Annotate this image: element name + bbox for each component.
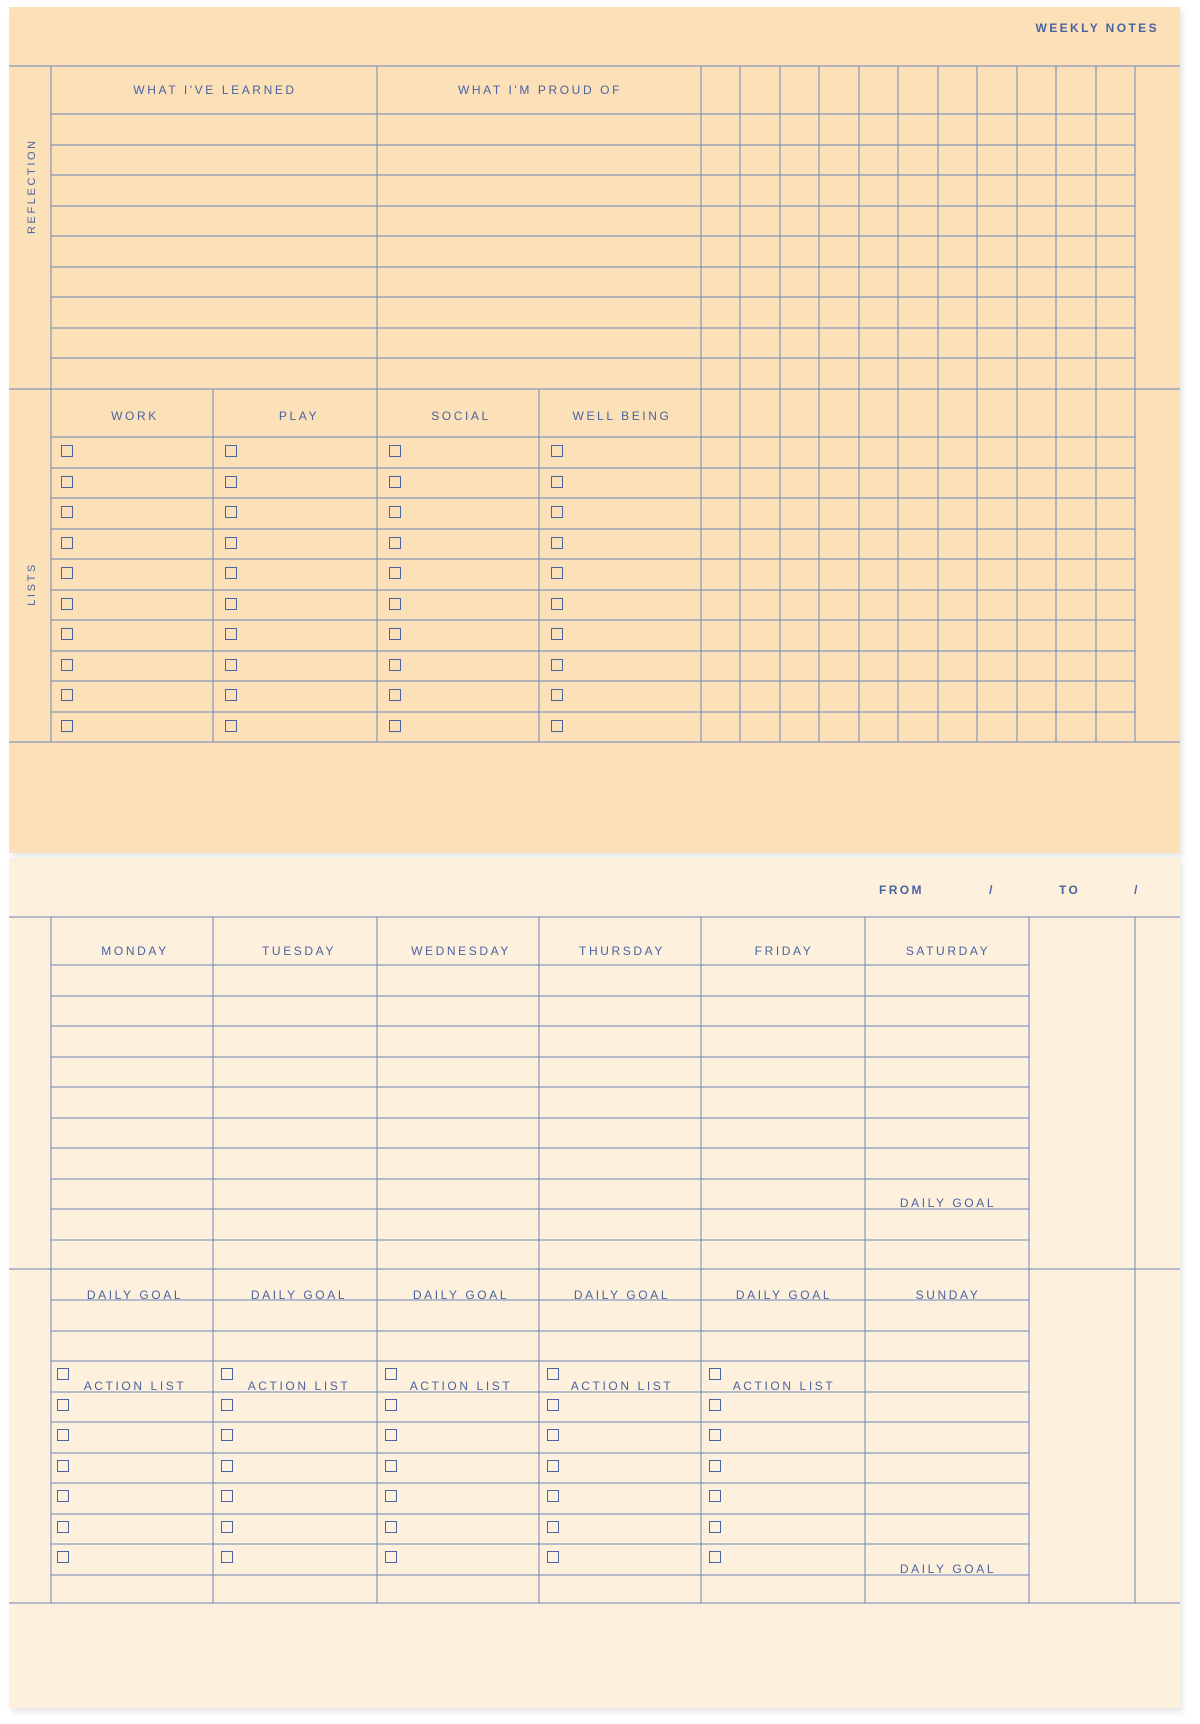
list-checkbox[interactable]: [61, 628, 73, 640]
from-date-separator: /: [989, 883, 995, 897]
list-checkbox[interactable]: [389, 567, 401, 579]
sheet-title: WEEKLY NOTES: [1035, 21, 1159, 35]
action-checkbox[interactable]: [709, 1399, 721, 1411]
day-header-friday: FRIDAY: [754, 944, 814, 958]
weekly-notes-sheet: [9, 7, 1180, 853]
list-checkbox[interactable]: [225, 567, 237, 579]
list-checkbox[interactable]: [225, 506, 237, 518]
list-checkbox[interactable]: [551, 506, 563, 518]
action-checkbox[interactable]: [221, 1490, 233, 1502]
day-header-thursday: THURSDAY: [579, 944, 665, 958]
wednesday-daily-goal: DAILY GOAL: [412, 1288, 510, 1302]
action-checkbox[interactable]: [385, 1521, 397, 1533]
list-checkbox[interactable]: [551, 689, 563, 701]
list-checkbox[interactable]: [61, 537, 73, 549]
list-checkbox[interactable]: [225, 445, 237, 457]
column-header-well-being: WELL BEING: [572, 409, 672, 423]
list-checkbox[interactable]: [61, 567, 73, 579]
list-checkbox[interactable]: [551, 445, 563, 457]
list-checkbox[interactable]: [389, 598, 401, 610]
monday-daily-goal: DAILY GOAL: [86, 1288, 184, 1302]
action-checkbox[interactable]: [57, 1399, 69, 1411]
list-checkbox[interactable]: [389, 628, 401, 640]
day-header-sunday: SUNDAY: [915, 1288, 981, 1302]
action-checkbox[interactable]: [57, 1521, 69, 1533]
list-checkbox[interactable]: [551, 659, 563, 671]
thursday-action-list: ACTION LIST: [570, 1379, 674, 1393]
list-checkbox[interactable]: [61, 720, 73, 732]
action-checkbox[interactable]: [709, 1551, 721, 1563]
action-checkbox[interactable]: [385, 1490, 397, 1502]
list-checkbox[interactable]: [551, 720, 563, 732]
list-checkbox[interactable]: [551, 537, 563, 549]
action-checkbox[interactable]: [547, 1551, 559, 1563]
to-label: TO: [1059, 883, 1081, 897]
list-checkbox[interactable]: [389, 720, 401, 732]
list-checkbox[interactable]: [389, 659, 401, 671]
list-checkbox[interactable]: [225, 476, 237, 488]
friday-daily-goal: DAILY GOAL: [735, 1288, 833, 1302]
action-checkbox[interactable]: [547, 1460, 559, 1472]
action-checkbox[interactable]: [547, 1368, 559, 1380]
action-checkbox[interactable]: [57, 1490, 69, 1502]
sunday-daily-goal: DAILY GOAL: [899, 1562, 997, 1576]
list-checkbox[interactable]: [225, 659, 237, 671]
thursday-daily-goal: DAILY GOAL: [573, 1288, 671, 1302]
list-checkbox[interactable]: [389, 506, 401, 518]
action-checkbox[interactable]: [385, 1368, 397, 1380]
monday-action-list: ACTION LIST: [83, 1379, 187, 1393]
action-checkbox[interactable]: [221, 1368, 233, 1380]
action-checkbox[interactable]: [221, 1460, 233, 1472]
section-label-lists: LISTS: [26, 562, 38, 606]
action-checkbox[interactable]: [709, 1368, 721, 1380]
action-checkbox[interactable]: [709, 1429, 721, 1441]
list-checkbox[interactable]: [61, 476, 73, 488]
list-checkbox[interactable]: [61, 659, 73, 671]
column-header-work: WORK: [111, 409, 159, 423]
action-checkbox[interactable]: [547, 1490, 559, 1502]
from-label: FROM: [879, 883, 924, 897]
wednesday-action-list: ACTION LIST: [409, 1379, 513, 1393]
list-checkbox[interactable]: [389, 476, 401, 488]
list-checkbox[interactable]: [225, 628, 237, 640]
action-checkbox[interactable]: [385, 1460, 397, 1472]
tuesday-daily-goal: DAILY GOAL: [250, 1288, 348, 1302]
action-checkbox[interactable]: [385, 1399, 397, 1411]
action-checkbox[interactable]: [221, 1551, 233, 1563]
section-label-reflection: REFLECTION: [26, 138, 38, 234]
list-checkbox[interactable]: [225, 598, 237, 610]
list-checkbox[interactable]: [225, 537, 237, 549]
day-header-saturday: SATURDAY: [905, 944, 991, 958]
action-checkbox[interactable]: [221, 1521, 233, 1533]
list-checkbox[interactable]: [551, 598, 563, 610]
list-checkbox[interactable]: [389, 689, 401, 701]
action-checkbox[interactable]: [57, 1368, 69, 1380]
tuesday-action-list: ACTION LIST: [247, 1379, 351, 1393]
action-checkbox[interactable]: [709, 1460, 721, 1472]
list-checkbox[interactable]: [389, 445, 401, 457]
list-checkbox[interactable]: [225, 689, 237, 701]
top-sheet-rules: [9, 7, 1180, 853]
list-checkbox[interactable]: [61, 689, 73, 701]
column-header-social: SOCIAL: [431, 409, 491, 423]
weekly-planner-sheet: [9, 858, 1180, 1708]
friday-action-list: ACTION LIST: [732, 1379, 836, 1393]
action-checkbox[interactable]: [221, 1429, 233, 1441]
saturday-daily-goal: DAILY GOAL: [899, 1196, 997, 1210]
list-checkbox[interactable]: [551, 628, 563, 640]
bottom-sheet-rules: [9, 858, 1180, 1708]
to-date-separator: /: [1134, 883, 1140, 897]
list-checkbox[interactable]: [61, 506, 73, 518]
action-checkbox[interactable]: [221, 1399, 233, 1411]
action-checkbox[interactable]: [709, 1521, 721, 1533]
action-checkbox[interactable]: [709, 1490, 721, 1502]
day-header-tuesday: TUESDAY: [262, 944, 336, 958]
action-checkbox[interactable]: [57, 1429, 69, 1441]
list-checkbox[interactable]: [389, 537, 401, 549]
column-header-learned: WHAT I'VE LEARNED: [133, 83, 297, 97]
action-checkbox[interactable]: [547, 1521, 559, 1533]
list-checkbox[interactable]: [225, 720, 237, 732]
list-checkbox[interactable]: [551, 476, 563, 488]
action-checkbox[interactable]: [547, 1399, 559, 1411]
day-header-wednesday: WEDNESDAY: [411, 944, 511, 958]
day-header-monday: MONDAY: [101, 944, 169, 958]
action-checkbox[interactable]: [385, 1551, 397, 1563]
list-checkbox[interactable]: [551, 567, 563, 579]
action-checkbox[interactable]: [547, 1429, 559, 1441]
column-header-play: PLAY: [278, 409, 320, 423]
action-checkbox[interactable]: [57, 1460, 69, 1472]
action-checkbox[interactable]: [57, 1551, 69, 1563]
list-checkbox[interactable]: [61, 445, 73, 457]
column-header-proud: WHAT I'M PROUD OF: [457, 83, 623, 97]
action-checkbox[interactable]: [385, 1429, 397, 1441]
list-checkbox[interactable]: [61, 598, 73, 610]
